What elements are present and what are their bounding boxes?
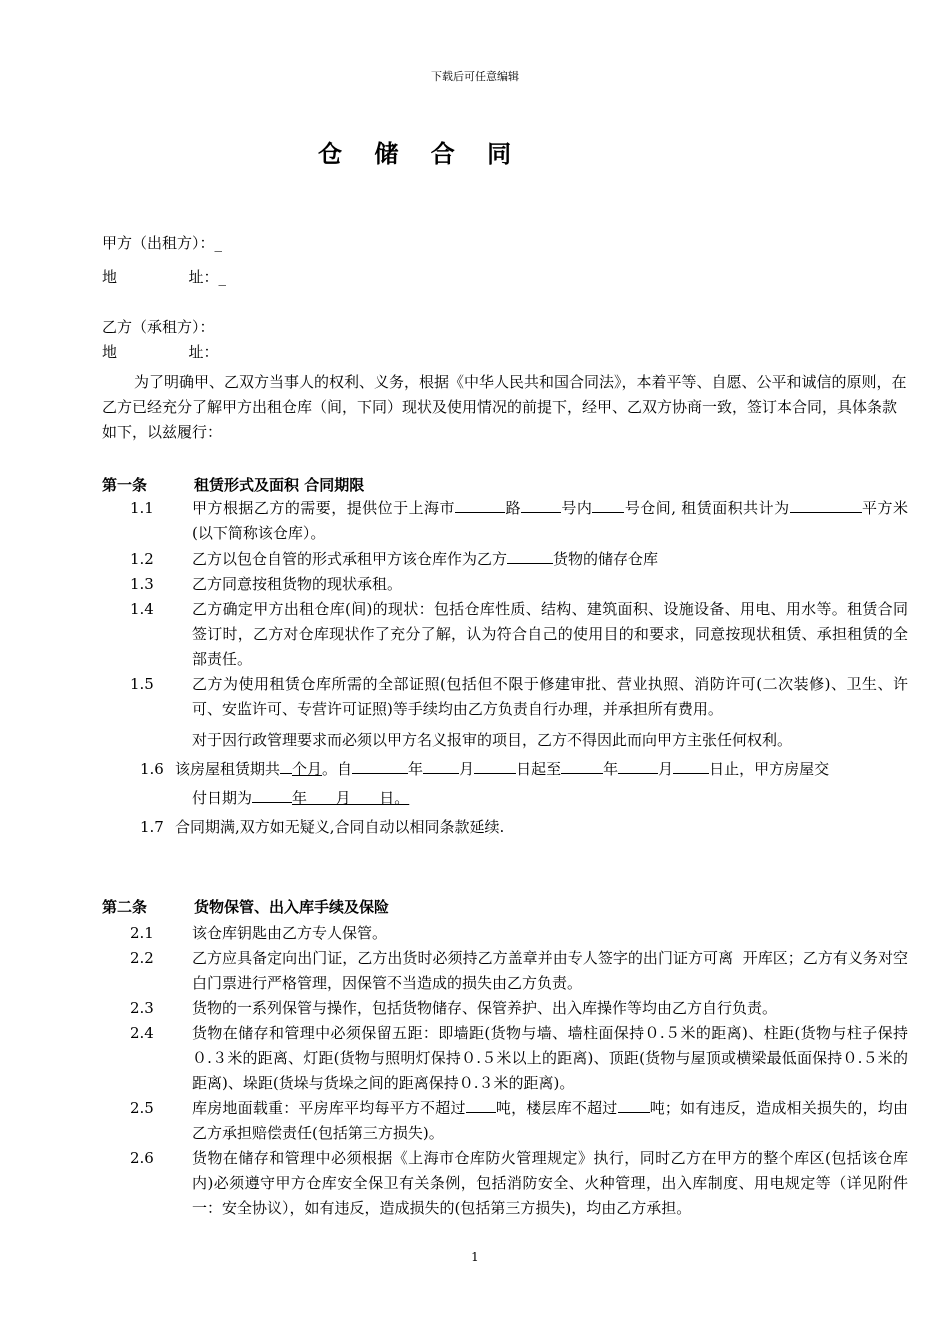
- item-number: 1.1: [130, 499, 154, 517]
- article-1-title: 租赁形式及面积 合同期限: [194, 476, 365, 494]
- clause-1-5-note: 对于因行政管理要求而必须以甲方名义报审的项目，乙方不得因此而向甲方主张任何权利。: [192, 731, 793, 749]
- item-number: 1.5: [130, 675, 154, 693]
- intro-paragraph: 为了明确甲、乙双方当事人的权利、义务，根据《中华人民共和国合同法》，本着平等、自愿、公平和诚信的原则，在乙方已经充分了解甲方出租仓库（间，下同）现状及使用情况的前提下，经甲、乙双方协商一致，签订本合同，具体条款如下，以兹履行：: [102, 373, 907, 441]
- document-title: 仓 储 合 同: [318, 139, 524, 168]
- clause-1-7: 合同期满,双方如无疑义,合同自动以相同条款延续.: [175, 818, 505, 836]
- item-number: 1.3: [130, 575, 154, 593]
- item-number: 2.6: [130, 1149, 154, 1167]
- clause-2-4: 货物在储存和管理中必须保留五距：即墙距(货物与墙、墙柱面保持０.５米的距离)、柱距(货物与柱子保持０.３米的距离、灯距(货物与照明灯保持０.５米以上的距离)、顶距(货物与屋顶或横梁最低面保持０.５米的距离)、垛距(货垛与货垛之间的距离保持０.３米的距离)。: [192, 1024, 908, 1092]
- item-number: 2.3: [130, 999, 154, 1017]
- clause-1-6-delivery: 付日期为 年 月 日。: [192, 789, 410, 807]
- party-a-label: 甲方（出租方）：_: [102, 234, 223, 252]
- article-1-heading: [102, 474, 365, 495]
- clause-1-5: 乙方为使用租赁仓库所需的全部证照(包括但不限于修建审批、营业执照、消防许可(二次装修)、卫生、许可、安监许可、专营许可证照)等手续均由乙方负责自行办理，并承担所有费用。: [192, 675, 908, 718]
- item-number: 2.2: [130, 949, 154, 967]
- article-2-label: 第二条: [102, 898, 148, 916]
- item-number: 1.2: [130, 550, 154, 568]
- party-b-label: 乙方（承租方）：: [102, 318, 215, 336]
- clause-2-6: 货物在储存和管理中必须根据《上海市仓库防火管理规定》执行，同时乙方在甲方的整个库区(包括该仓库内)必须遵守甲方仓库安全保卫有关条例，包括消防安全、火种管理，出入库制度、用电规定等（详见附件一：安全协议），如有违反，造成损失的(包括第三方损失)，均由乙方承担。: [192, 1149, 908, 1217]
- item-number: 1.4: [130, 600, 154, 618]
- article-2-heading: [102, 896, 390, 917]
- party-a-address: 地 址：_: [102, 268, 227, 286]
- item-number: 1.7: [140, 818, 164, 836]
- item-number: 2.5: [130, 1099, 154, 1117]
- clause-1-6: 该房屋租赁期共 个月。自 年 月 日起至 年 月 日止，甲方房屋交: [175, 760, 830, 778]
- clause-1-3: 乙方同意按租货物的现状承租。: [192, 575, 403, 593]
- item-number: 2.1: [130, 924, 154, 942]
- party-b-address: 地 址：: [102, 343, 219, 361]
- clause-2-5: 库房地面载重：平房库平均每平方不超过 吨，楼层库不超过 吨；如有违反，造成相关损失的，均由乙方承担赔偿责任(包括第三方损失)。: [192, 1099, 908, 1142]
- page-number: 1: [471, 1250, 479, 1264]
- clause-2-1: 该仓库钥匙由乙方专人保管。: [192, 924, 388, 942]
- header-note: 下载后可任意编辑: [431, 70, 519, 83]
- item-number: 1.6: [140, 760, 164, 778]
- clause-2-3: 货物的一系列保管与操作，包括货物储存、保管养护、出入库操作等均由乙方自行负责。: [192, 999, 778, 1017]
- clause-1-1: 甲方根据乙方的需要，提供位于上海市 路 号内 号仓间, 租赁面积共计为 平方米(以下简称该仓库）。: [192, 499, 908, 542]
- article-1-label: 第一条: [102, 476, 148, 494]
- clause-2-2: 乙方应具备定向出门证，乙方出货时必须持乙方盖章并由专人签字的出门证方可离 开库区；乙方有义务对空白门票进行严格管理，因保管不当造成的损失由乙方负责。: [192, 949, 908, 992]
- clause-1-4: 乙方确定甲方出租仓库(间)的现状：包括仓库性质、结构、建筑面积、设施设备、用电、用水等。租赁合同签订时，乙方对仓库现状作了充分了解，认为符合自己的使用目的和要求，同意按现状租赁、承担租赁的全部责任。: [192, 600, 908, 668]
- article-2-title: 货物保管、出入库手续及保险: [194, 898, 390, 916]
- item-number: 2.4: [130, 1024, 154, 1042]
- clause-1-2: 乙方以包仓自管的形式承租甲方该仓库作为乙方 货物的储存仓库: [192, 550, 659, 568]
